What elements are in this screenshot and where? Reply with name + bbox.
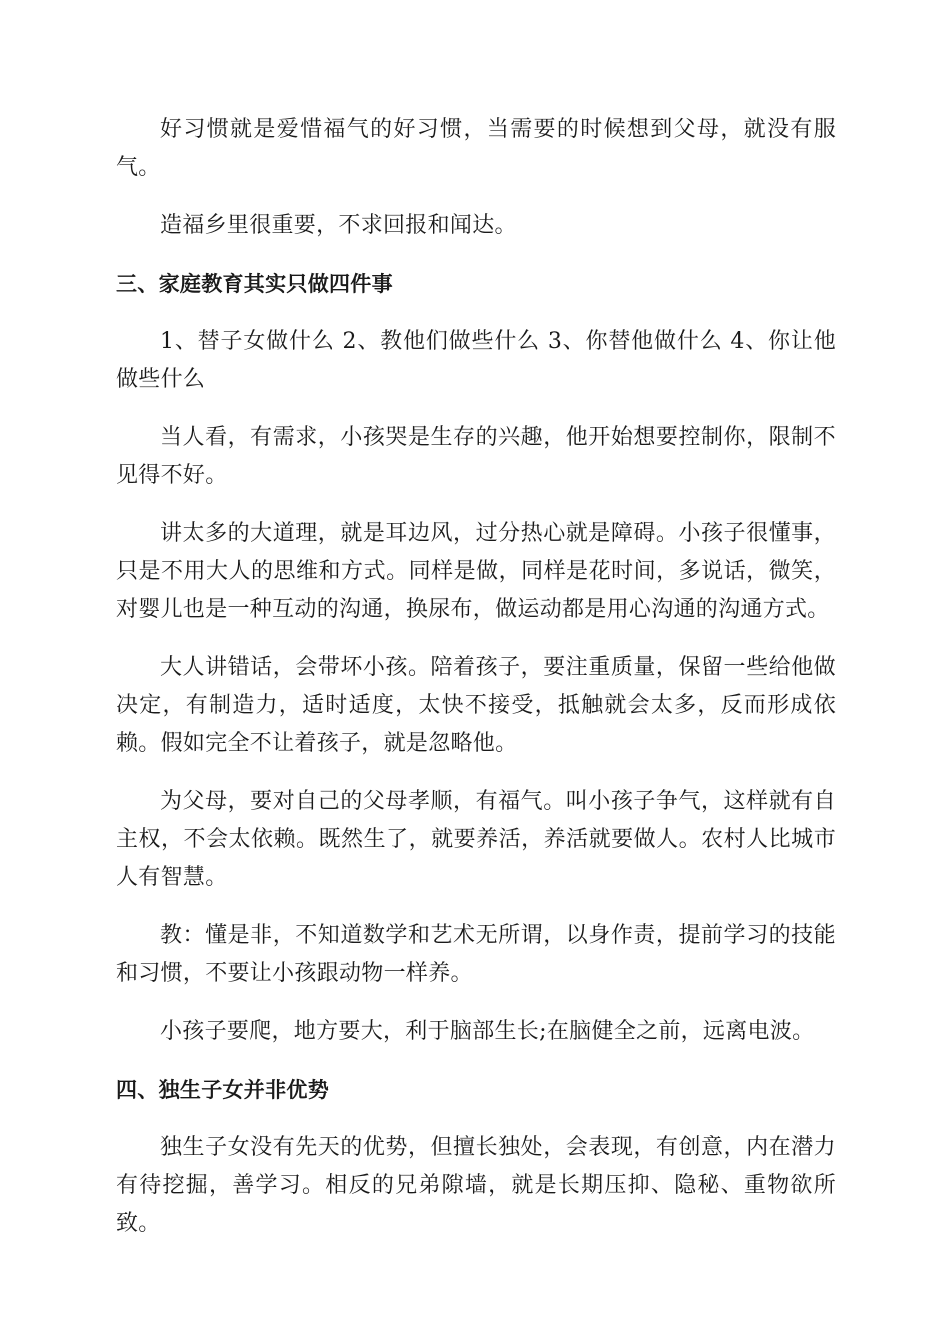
paragraph-7: 为父母，要对自己的父母孝顺，有福气。叫小孩子争气，这样就有自主权，不会太依赖。既然生了，就要养活，养活就要做人。农村人比城市人有智慧。 (116, 789, 836, 890)
section-heading-4: 四、独生子女并非优势 (116, 1078, 329, 1102)
paragraph-6: 大人讲错话，会带坏小孩。陪着孩子，要注重质量，保留一些给他做决定，有制造力，适时适度，太快不接受，抵触就会太多，反而形成依赖。假如完全不让着孩子，就是忽略他。 (116, 655, 836, 756)
section-heading-3: 三、家庭教育其实只做四件事 (116, 272, 393, 296)
paragraph-1: 好习惯就是爱惜福气的好习惯，当需要的时候想到父母，就没有服气。 (116, 117, 836, 180)
paragraph-2: 造福乡里很重要，不求回报和闻达。 (160, 213, 517, 238)
paragraph-8: 教：懂是非，不知道数学和艺术无所谓，以身作责，提前学习的技能和习惯，不要让小孩跟动物一样养。 (116, 923, 836, 986)
paragraph-9: 小孩子要爬，地方要大，利于脑部生长;在脑健全之前，远离电波。 (160, 1019, 815, 1044)
paragraph-5: 讲太多的大道理，就是耳边风，过分热心就是障碍。小孩子很懂事，只是不用大人的思维和方式。同样是做，同样是花时间，多说话，微笑，对婴儿也是一种互动的沟通，换尿布，做运动都是用心沟通的沟通方式。 (116, 521, 836, 622)
document-page (116, 111, 836, 1263)
paragraph-3: 1、替子女做什么 2、教他们做些什么 3、你替他做什么 4、你让他做些什么 (116, 329, 836, 392)
paragraph-10: 独生子女没有先天的优势，但擅长独处，会表现，有创意，内在潜力有待挖掘，善学习。相反的兄弟隙墙，就是长期压抑、隐秘、重物欲所致。 (116, 1135, 836, 1236)
paragraph-4: 当人看，有需求，小孩哭是生存的兴趣，他开始想要控制你，限制不见得不好。 (116, 425, 836, 488)
